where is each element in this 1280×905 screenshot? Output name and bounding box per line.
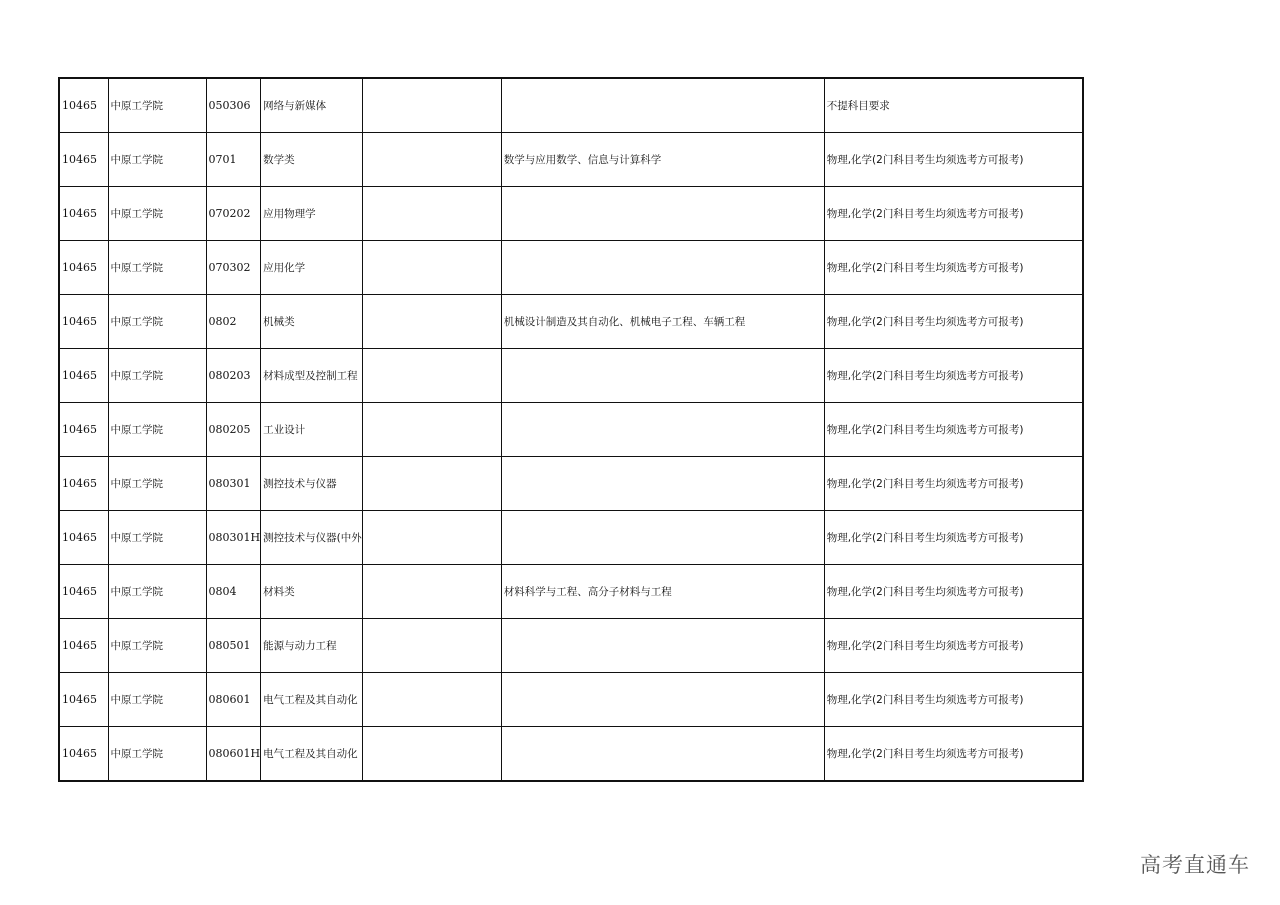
school-name-cell: 中原工学院 bbox=[108, 619, 206, 673]
major-code-cell: 080203 bbox=[206, 349, 261, 403]
blank-cell bbox=[362, 295, 501, 349]
school-name-cell: 中原工学院 bbox=[108, 565, 206, 619]
major-code-cell: 080301 bbox=[206, 457, 261, 511]
major-code-cell: 070302 bbox=[206, 241, 261, 295]
school-code-cell: 10465 bbox=[59, 187, 108, 241]
school-code-cell: 10465 bbox=[59, 133, 108, 187]
major-name-cell: 测控技术与仪器 bbox=[261, 457, 363, 511]
included-majors-cell bbox=[501, 457, 824, 511]
school-code-cell: 10465 bbox=[59, 403, 108, 457]
included-majors-cell bbox=[501, 241, 824, 295]
table-body bbox=[59, 78, 1083, 781]
school-code-cell: 10465 bbox=[59, 78, 108, 133]
table-row bbox=[59, 78, 1083, 133]
major-name-cell: 测控技术与仪器(中外 bbox=[261, 511, 363, 565]
school-name-cell: 中原工学院 bbox=[108, 187, 206, 241]
major-name-cell: 网络与新媒体 bbox=[261, 78, 363, 133]
included-majors-cell: 机械设计制造及其自动化、机械电子工程、车辆工程 bbox=[501, 295, 824, 349]
school-name-cell: 中原工学院 bbox=[108, 457, 206, 511]
school-name-cell: 中原工学院 bbox=[108, 241, 206, 295]
included-majors-cell bbox=[501, 78, 824, 133]
major-code-cell: 050306 bbox=[206, 78, 261, 133]
subject-requirement-cell: 物理,化学(2门科目考生均须选考方可报考) bbox=[824, 349, 1083, 403]
table-row bbox=[59, 565, 1083, 619]
blank-cell bbox=[362, 349, 501, 403]
blank-cell bbox=[362, 133, 501, 187]
major-code-cell: 0701 bbox=[206, 133, 261, 187]
subject-requirement-cell: 物理,化学(2门科目考生均须选考方可报考) bbox=[824, 241, 1083, 295]
enrollment-requirements-table bbox=[58, 77, 1084, 782]
subject-requirement-cell: 物理,化学(2门科目考生均须选考方可报考) bbox=[824, 673, 1083, 727]
school-code-cell: 10465 bbox=[59, 511, 108, 565]
school-name-cell: 中原工学院 bbox=[108, 349, 206, 403]
table-row bbox=[59, 241, 1083, 295]
school-code-cell: 10465 bbox=[59, 241, 108, 295]
school-name-cell: 中原工学院 bbox=[108, 727, 206, 782]
blank-cell bbox=[362, 619, 501, 673]
table-row bbox=[59, 727, 1083, 782]
major-code-cell: 080501 bbox=[206, 619, 261, 673]
blank-cell bbox=[362, 241, 501, 295]
table-row bbox=[59, 619, 1083, 673]
school-code-cell: 10465 bbox=[59, 619, 108, 673]
table-row bbox=[59, 133, 1083, 187]
school-name-cell: 中原工学院 bbox=[108, 295, 206, 349]
school-code-cell: 10465 bbox=[59, 295, 108, 349]
major-name-cell: 机械类 bbox=[261, 295, 363, 349]
major-code-cell: 080601H bbox=[206, 727, 261, 782]
subject-requirement-cell: 物理,化学(2门科目考生均须选考方可报考) bbox=[824, 295, 1083, 349]
major-name-cell: 工业设计 bbox=[261, 403, 363, 457]
blank-cell bbox=[362, 511, 501, 565]
subject-requirement-cell: 物理,化学(2门科目考生均须选考方可报考) bbox=[824, 565, 1083, 619]
blank-cell bbox=[362, 403, 501, 457]
school-name-cell: 中原工学院 bbox=[108, 673, 206, 727]
included-majors-cell bbox=[501, 673, 824, 727]
table-row bbox=[59, 295, 1083, 349]
major-name-cell: 电气工程及其自动化 bbox=[261, 673, 363, 727]
subject-requirement-cell: 物理,化学(2门科目考生均须选考方可报考) bbox=[824, 727, 1083, 782]
included-majors-cell bbox=[501, 511, 824, 565]
major-name-cell: 材料类 bbox=[261, 565, 363, 619]
school-code-cell: 10465 bbox=[59, 349, 108, 403]
major-name-cell: 数学类 bbox=[261, 133, 363, 187]
school-code-cell: 10465 bbox=[59, 673, 108, 727]
school-code-cell: 10465 bbox=[59, 727, 108, 782]
table-row bbox=[59, 457, 1083, 511]
subject-requirement-cell: 物理,化学(2门科目考生均须选考方可报考) bbox=[824, 403, 1083, 457]
blank-cell bbox=[362, 727, 501, 782]
included-majors-cell: 数学与应用数学、信息与计算科学 bbox=[501, 133, 824, 187]
major-code-cell: 080205 bbox=[206, 403, 261, 457]
table-row bbox=[59, 187, 1083, 241]
school-code-cell: 10465 bbox=[59, 457, 108, 511]
subject-requirement-cell: 物理,化学(2门科目考生均须选考方可报考) bbox=[824, 187, 1083, 241]
major-name-cell: 应用物理学 bbox=[261, 187, 363, 241]
included-majors-cell bbox=[501, 403, 824, 457]
included-majors-cell bbox=[501, 349, 824, 403]
included-majors-cell: 材料科学与工程、高分子材料与工程 bbox=[501, 565, 824, 619]
major-name-cell: 能源与动力工程 bbox=[261, 619, 363, 673]
table-row bbox=[59, 349, 1083, 403]
major-code-cell: 070202 bbox=[206, 187, 261, 241]
table-row bbox=[59, 511, 1083, 565]
included-majors-cell bbox=[501, 727, 824, 782]
blank-cell bbox=[362, 457, 501, 511]
school-name-cell: 中原工学院 bbox=[108, 403, 206, 457]
subject-requirement-cell: 物理,化学(2门科目考生均须选考方可报考) bbox=[824, 133, 1083, 187]
table-row bbox=[59, 403, 1083, 457]
blank-cell bbox=[362, 187, 501, 241]
subject-requirement-cell: 不提科目要求 bbox=[824, 78, 1083, 133]
school-name-cell: 中原工学院 bbox=[108, 78, 206, 133]
subject-requirement-cell: 物理,化学(2门科目考生均须选考方可报考) bbox=[824, 619, 1083, 673]
included-majors-cell bbox=[501, 187, 824, 241]
blank-cell bbox=[362, 78, 501, 133]
blank-cell bbox=[362, 673, 501, 727]
school-name-cell: 中原工学院 bbox=[108, 511, 206, 565]
subject-requirement-cell: 物理,化学(2门科目考生均须选考方可报考) bbox=[824, 511, 1083, 565]
school-code-cell: 10465 bbox=[59, 565, 108, 619]
major-code-cell: 0802 bbox=[206, 295, 261, 349]
major-code-cell: 0804 bbox=[206, 565, 261, 619]
major-code-cell: 080301H bbox=[206, 511, 261, 565]
subject-requirement-cell: 物理,化学(2门科目考生均须选考方可报考) bbox=[824, 457, 1083, 511]
blank-cell bbox=[362, 565, 501, 619]
table-row bbox=[59, 673, 1083, 727]
major-name-cell: 电气工程及其自动化 bbox=[261, 727, 363, 782]
major-name-cell: 应用化学 bbox=[261, 241, 363, 295]
major-name-cell: 材料成型及控制工程 bbox=[261, 349, 363, 403]
major-code-cell: 080601 bbox=[206, 673, 261, 727]
watermark-text: 高考直通车 bbox=[1140, 853, 1250, 877]
included-majors-cell bbox=[501, 619, 824, 673]
school-name-cell: 中原工学院 bbox=[108, 133, 206, 187]
